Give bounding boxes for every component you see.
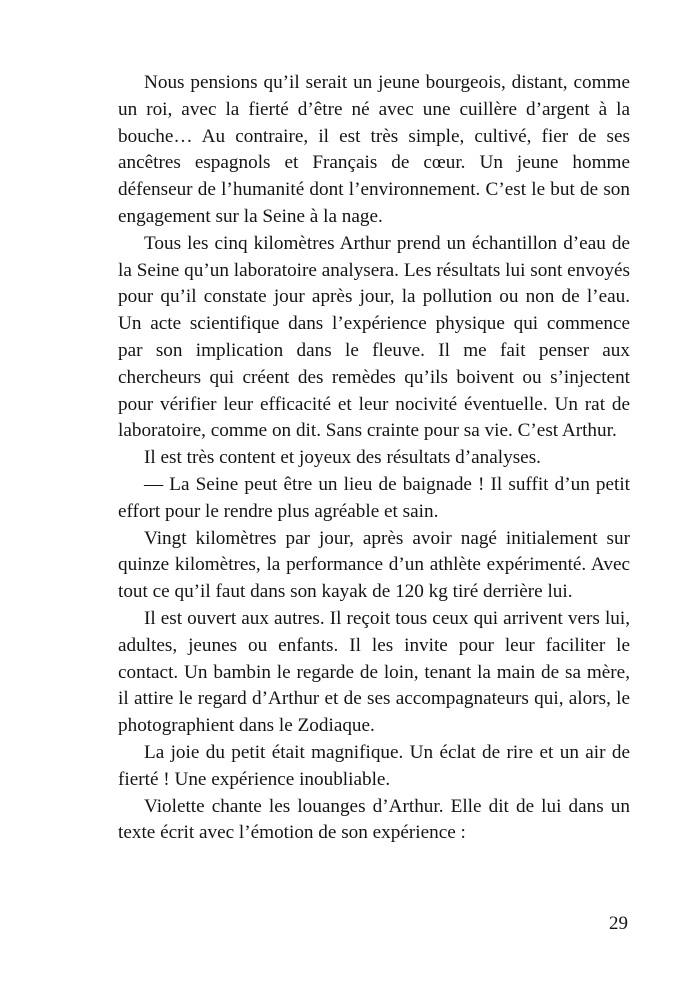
paragraph-7: La joie du petit était magnifique. Un éclat de rire et un air de fierté ! Une expérience inoubliable. bbox=[118, 741, 630, 790]
paragraph-5: Vingt kilomètres par jour, après avoir nagé initialement sur quinze kilomètres, la performance d’un athlète expérimenté. Avec tout ce qu’il faut dans son kayak de 120 kg tiré derrière lui. bbox=[118, 527, 630, 603]
paragraph-3: Il est très content et joyeux des résultats d’analyses. bbox=[144, 447, 541, 469]
paragraph-4: — La Seine peut être un lieu de baignade ! Il suffit d’un petit effort pour le rendre plus agréable et sain. bbox=[118, 473, 630, 522]
page-body bbox=[118, 70, 630, 847]
paragraph-2: Tous les cinq kilomètres Arthur prend un échantillon d’eau de la Seine qu’un laboratoire analysera. Les résultats lui sont envoyés pour qu’il constate jour après jour, la pollution ou non de l’eau. Un acte scientifique dans l’expérience physique qui commence par son implication dans le fleuve. Il me fait penser aux chercheurs qui créent des remèdes qu’ils boivent ou s’injectent pour vérifier leur efficacité et leur nocivité éventuelle. Un rat de laboratoire, comme on dit. Sans crainte pour sa vie. C’est Arthur. bbox=[118, 232, 630, 442]
paragraph-1: Nous pensions qu’il serait un jeune bourgeois, distant, comme un roi, avec la fierté d’être né avec une cuillère d’argent à la bouche… Au contraire, il est très simple, cultivé, fier de ses ancêtres espagnols et Français de cœur. Un jeune homme défenseur de l’humanité dont l’environnement. C’est le but de son engagement sur la Seine à la nage. bbox=[118, 72, 630, 227]
paragraph-6: Il est ouvert aux autres. Il reçoit tous ceux qui arrivent vers lui, adultes, jeunes ou enfants. Il les invite pour leur faciliter le contact. Un bambin le regarde de loin, tenant la main de sa mère, il attire le regard d’Arthur et de ses accompagnateurs qui, alors, le photographient dans le Zodiaque. bbox=[118, 607, 630, 737]
page-number: 29 bbox=[609, 913, 628, 934]
paragraph-8: Violette chante les louanges d’Arthur. Elle dit de lui dans un texte écrit avec l’émotion de son expérience : bbox=[118, 795, 630, 844]
